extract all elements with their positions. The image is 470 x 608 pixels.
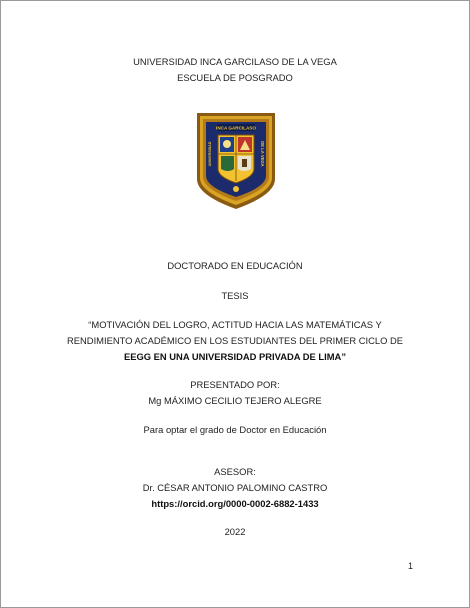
school-name: ESCUELA DE POSGRADO xyxy=(177,72,293,83)
document-type: TESIS xyxy=(221,290,249,301)
advisor-name: Dr. CÉSAR ANTONIO PALOMINO CASTRO xyxy=(142,482,328,493)
university-name: UNIVERSIDAD INCA GARCILASO DE LA VEGA xyxy=(133,56,337,67)
page-number: 1 xyxy=(408,561,414,571)
thesis-title-line3: EEGG EN UNA UNIVERSIDAD PRIVADA DE LIMA” xyxy=(123,351,347,362)
year: 2022 xyxy=(224,526,246,537)
advisor-label: ASESOR: xyxy=(214,466,256,477)
logo-side-text: DE LA VEGA xyxy=(260,141,265,167)
advisor-orcid-link[interactable]: https://orcid.org/0000-0002-6882-1433 xyxy=(151,498,319,509)
author-name: Mg MÁXIMO CECILIO TEJERO ALEGRE xyxy=(148,395,322,406)
university-logo xyxy=(193,109,279,211)
degree-purpose: Para optar el grado de Doctor en Educación xyxy=(143,424,327,435)
presented-by-label: PRESENTADO POR: xyxy=(190,379,280,390)
logo-left-text: UNIVERSIDAD xyxy=(208,141,212,167)
university-seal-icon xyxy=(193,109,279,211)
thesis-title-line2: RENDIMIENTO ACADÉMICO EN LOS ESTUDIANTES DEL PRIMER CICLO DE xyxy=(67,335,403,346)
thesis-title-line1: “MOTIVACIÓN DEL LOGRO, ACTITUD HACIA LAS MATEMÁTICAS Y xyxy=(88,319,382,330)
logo-top-text: INCA GARCILASO xyxy=(216,125,256,131)
program-name: DOCTORADO EN EDUCACIÓN xyxy=(167,260,303,271)
